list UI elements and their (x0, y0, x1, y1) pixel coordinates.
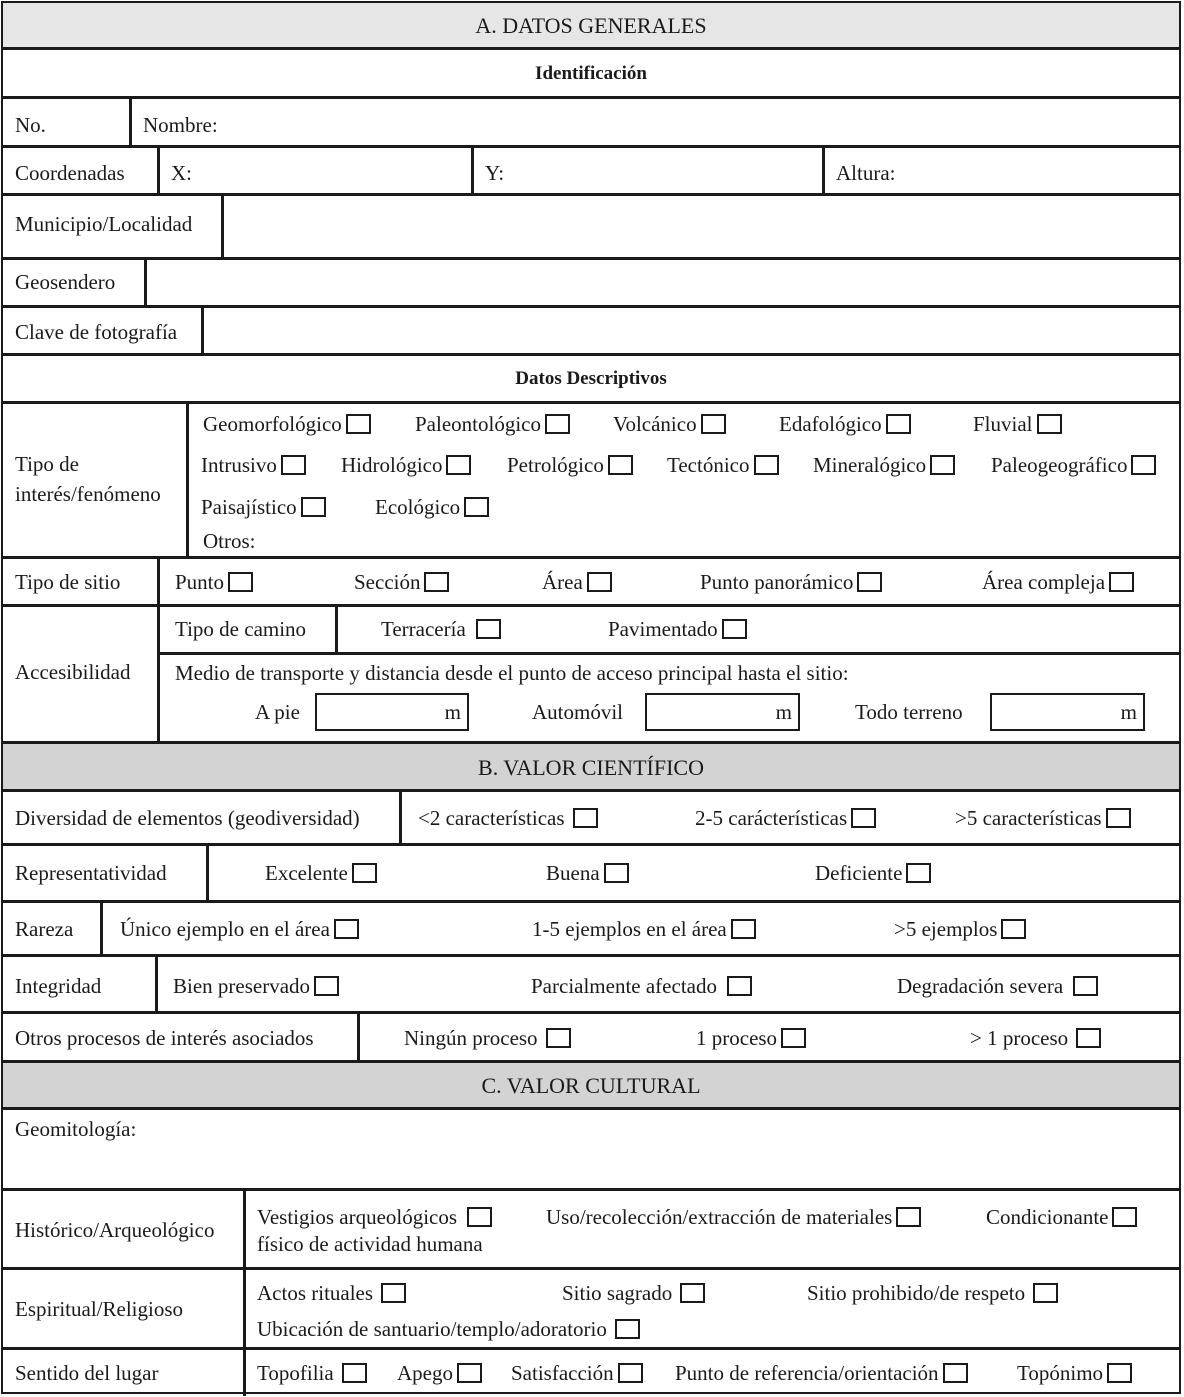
historico-continuation: físico de actividad humana (257, 1232, 483, 1256)
option-label: Condicionante (986, 1205, 1109, 1229)
option-ubicacion-santuario[interactable] (257, 1317, 640, 1341)
option-label: > 1 proceso (970, 1026, 1069, 1050)
checkbox[interactable] (608, 455, 633, 475)
option-2-5[interactable] (695, 806, 876, 830)
option-edafologico[interactable] (779, 412, 911, 436)
todo-terreno-label: Todo terreno (855, 700, 963, 724)
checkbox[interactable] (352, 863, 377, 883)
option-label: Topofilia (257, 1361, 334, 1385)
option-deficiente[interactable] (815, 861, 931, 885)
integridad-label: Integridad (15, 974, 102, 998)
altura-label: Altura: (836, 161, 896, 185)
todo-terreno-distance-input[interactable] (990, 693, 1145, 731)
option-area-compleja[interactable] (982, 570, 1134, 594)
tipo-interes-label-1: Tipo de (15, 452, 79, 476)
option-pavimentado[interactable] (608, 617, 747, 641)
automovil-label: Automóvil (532, 700, 624, 724)
section-b-title: B. VALOR CIENTÍFICO (478, 755, 704, 780)
row-integridad (3, 957, 1179, 1014)
option-label: Paisajístico (201, 495, 297, 519)
option-terraceria[interactable] (381, 617, 501, 641)
checkbox[interactable] (228, 572, 253, 592)
row-municipio (3, 196, 1179, 260)
checkbox[interactable] (680, 1283, 705, 1303)
checkbox[interactable] (1131, 455, 1156, 475)
row-otros-procesos (3, 1014, 1179, 1063)
option-label: Deficiente (815, 861, 903, 885)
option-label: Buena (546, 861, 600, 885)
option-label: Satisfacción (511, 1361, 614, 1385)
option-topofilia[interactable] (257, 1361, 367, 1385)
row-geosendero (3, 260, 1179, 308)
checkbox[interactable] (727, 976, 752, 996)
sentido-lugar-options (243, 1350, 1179, 1396)
clave-fotografia-label: Clave de fotografía (15, 320, 178, 344)
option-ecologico[interactable] (375, 495, 489, 519)
checkbox[interactable] (301, 497, 326, 517)
row-rareza (3, 903, 1179, 957)
section-c-title: C. VALOR CULTURAL (481, 1073, 701, 1098)
identificacion-subheader (3, 50, 1179, 99)
checkbox[interactable] (722, 619, 747, 639)
section-c-header (3, 1063, 1179, 1110)
checkbox[interactable] (1076, 1028, 1101, 1048)
checkbox[interactable] (604, 863, 629, 883)
diversidad-options (399, 792, 1179, 843)
checkbox[interactable] (731, 919, 756, 939)
checkbox[interactable] (573, 808, 598, 828)
option-hidrologico[interactable] (341, 453, 471, 477)
row-coordenadas (3, 148, 1179, 196)
option-label: >5 características (955, 806, 1102, 830)
checkbox[interactable] (1107, 1363, 1132, 1383)
option-punto-referencia[interactable] (675, 1361, 968, 1385)
option-label: <2 características (418, 806, 565, 830)
checkbox[interactable] (906, 863, 931, 883)
historico-label: Histórico/Arqueológico (15, 1218, 215, 1242)
otros-procesos-label: Otros procesos de interés asociados (15, 1026, 314, 1050)
municipio-label: Municipio/Localidad (15, 212, 193, 236)
representatividad-options (206, 846, 1179, 900)
option-label: Mineralógico (813, 453, 927, 477)
tipo-camino-row (160, 607, 1179, 655)
unit-m: m (1120, 700, 1137, 724)
checkbox[interactable] (545, 414, 570, 434)
descriptivos-title: Datos Descriptivos (515, 368, 667, 389)
rareza-label: Rareza (15, 917, 74, 941)
option-label: Parcialmente afectado (531, 974, 717, 998)
y-label: Y: (485, 161, 505, 185)
tipo-interes-options (186, 404, 1179, 556)
option-sitio-sagrado[interactable] (562, 1281, 705, 1305)
option-1-proceso[interactable] (696, 1026, 806, 1050)
option-label: Geomorfológico (203, 412, 342, 436)
option-menos-2[interactable] (418, 806, 598, 830)
option-label: 1 proceso (696, 1026, 778, 1050)
geomitologia-label: Geomitología: (15, 1117, 137, 1141)
otros-procesos-options (357, 1014, 1179, 1060)
option-label: Intrusivo (201, 453, 277, 477)
otros-label: Otros: (203, 529, 256, 553)
tipo-sitio-label: Tipo de sitio (15, 570, 121, 594)
option-label: Ubicación de santuario/templo/adoratorio (257, 1317, 607, 1341)
option-label: Actos rituales (257, 1281, 374, 1305)
option-label: 2-5 carácterísticas (695, 806, 848, 830)
option-label: Ecológico (375, 495, 461, 519)
nombre-label: Nombre: (143, 113, 218, 137)
option-label: Bien preservado (173, 974, 311, 998)
option-label: Sitio prohibido/de respeto (807, 1281, 1026, 1305)
sentido-lugar-label: Sentido del lugar (15, 1361, 159, 1385)
accesibilidad-label: Accesibilidad (15, 660, 131, 684)
option-label: Punto de referencia/orientación (675, 1361, 939, 1385)
option-paleontologico[interactable] (415, 412, 570, 436)
option-1-5-ejemplos[interactable] (532, 917, 756, 941)
checkbox[interactable] (930, 455, 955, 475)
diversidad-label: Diversidad de elementos (geodiversidad) (15, 806, 360, 830)
option-mas-5[interactable] (955, 806, 1131, 830)
rareza-options (100, 903, 1179, 954)
section-a-title: A. DATOS GENERALES (475, 13, 707, 38)
option-mas-1-proceso[interactable] (970, 1026, 1101, 1050)
option-satisfaccion[interactable] (511, 1361, 643, 1385)
option-label: Edafológico (779, 412, 882, 436)
checkbox[interactable] (334, 919, 359, 939)
checkbox[interactable] (1001, 919, 1026, 939)
row-accesibilidad (3, 607, 1179, 744)
checkbox[interactable] (896, 1207, 921, 1227)
representatividad-label: Representatividad (15, 861, 167, 885)
altura-field[interactable] (822, 148, 1179, 193)
option-intrusivo[interactable] (201, 453, 306, 477)
row-espiritual (3, 1270, 1179, 1350)
checkbox[interactable] (467, 1207, 492, 1227)
option-label: Topónimo (1017, 1361, 1104, 1385)
integridad-options (155, 957, 1179, 1011)
checkbox[interactable] (618, 1363, 643, 1383)
option-label: Vestigios arqueológicos (257, 1205, 458, 1229)
checkbox[interactable] (886, 414, 911, 434)
option-toponimo[interactable] (1017, 1361, 1132, 1385)
option-excelente[interactable] (265, 861, 377, 885)
option-label: Punto panorámico (700, 570, 854, 594)
espiritual-label: Espiritual/Religioso (15, 1297, 183, 1321)
row-tipo-sitio (3, 559, 1179, 607)
checkbox[interactable] (457, 1363, 482, 1383)
option-paleogeografico[interactable] (991, 453, 1156, 477)
row-historico (3, 1191, 1179, 1270)
geosite-form (1, 1, 1181, 1394)
option-label: Tectónico (667, 453, 750, 477)
nombre-field[interactable] (129, 99, 1179, 145)
row-representatividad (3, 846, 1179, 903)
camino-options (335, 607, 1179, 652)
option-condicionante[interactable] (986, 1205, 1137, 1229)
option-label: Sección (354, 570, 421, 594)
identificacion-title: Identificación (535, 63, 647, 84)
option-tectonico[interactable] (667, 453, 779, 477)
option-petrologico[interactable] (507, 453, 633, 477)
checkbox[interactable] (587, 572, 612, 592)
tipo-camino-label: Tipo de camino (175, 617, 307, 641)
option-parcialmente-afectado[interactable] (531, 974, 752, 998)
option-unico[interactable] (120, 917, 359, 941)
x-field[interactable] (157, 148, 471, 193)
option-area[interactable] (542, 570, 612, 594)
checkbox[interactable] (424, 572, 449, 592)
checkbox[interactable] (1106, 808, 1131, 828)
option-punto[interactable] (175, 570, 253, 594)
checkbox[interactable] (464, 497, 489, 517)
row-no-nombre (3, 99, 1179, 148)
option-label: Fluvial (973, 412, 1033, 436)
checkbox[interactable] (851, 808, 876, 828)
accesibilidad-content (157, 607, 1179, 741)
row-geomitologia[interactable] (3, 1110, 1179, 1191)
checkbox[interactable] (1033, 1283, 1058, 1303)
tipo-sitio-options (157, 559, 1179, 604)
unit-m: m (444, 700, 461, 724)
no-label: No. (15, 113, 46, 137)
checkbox[interactable] (754, 455, 779, 475)
checkbox[interactable] (781, 1028, 806, 1048)
option-label: Área (542, 570, 583, 594)
y-field[interactable] (471, 148, 822, 193)
checkbox[interactable] (857, 572, 882, 592)
automovil-distance-input[interactable] (645, 693, 800, 731)
option-vestigios[interactable] (257, 1205, 492, 1229)
option-label: Área compleja (982, 570, 1106, 594)
option-bien-preservado[interactable] (173, 974, 339, 998)
tipo-interes-label-2: interés/fenómeno (15, 482, 161, 506)
municipio-field[interactable] (221, 196, 1179, 257)
option-actos-rituales[interactable] (257, 1281, 406, 1305)
option-mineralogico[interactable] (813, 453, 955, 477)
x-label: X: (171, 161, 192, 185)
section-b-header (3, 744, 1179, 792)
option-volcanico[interactable] (613, 412, 726, 436)
option-label: Hidrológico (341, 453, 443, 477)
option-label: Uso/recolección/extracción de materiales (546, 1205, 893, 1229)
option-label: Petrológico (507, 453, 604, 477)
option-label: Punto (175, 570, 225, 594)
checkbox[interactable] (546, 1028, 571, 1048)
option-punto-panoramico[interactable] (700, 570, 882, 594)
option-sitio-prohibido[interactable] (807, 1281, 1058, 1305)
row-sentido-lugar (3, 1350, 1179, 1396)
checkbox[interactable] (314, 976, 339, 996)
option-label: Degradación severa (897, 974, 1064, 998)
option-uso-recoleccion[interactable] (546, 1205, 921, 1229)
checkbox[interactable] (476, 619, 501, 639)
checkbox[interactable] (615, 1319, 640, 1339)
option-degradacion-severa[interactable] (897, 974, 1098, 998)
option-geomorfologico[interactable] (203, 412, 371, 436)
a-pie-label: A pie (255, 700, 300, 724)
row-clave-fotografia (3, 308, 1179, 356)
checkbox[interactable] (346, 414, 371, 434)
checkbox[interactable] (1109, 572, 1134, 592)
option-label: >5 ejemplos (894, 917, 998, 941)
row-diversidad (3, 792, 1179, 846)
medio-transporte-text: Medio de transporte y distancia desde el punto de acceso principal hasta el sitio: (175, 661, 849, 685)
clave-fotografia-field[interactable] (201, 308, 1179, 353)
option-label: Único ejemplo en el área (120, 917, 330, 941)
option-label: Terracería (381, 617, 466, 641)
option-fluvial[interactable] (973, 412, 1062, 436)
option-ningun-proceso[interactable] (404, 1026, 571, 1050)
option-apego[interactable] (397, 1361, 482, 1385)
checkbox[interactable] (381, 1283, 406, 1303)
checkbox[interactable] (1037, 414, 1062, 434)
section-a-header (3, 3, 1179, 50)
row-tipo-interes (3, 404, 1179, 559)
option-label: Pavimentado (608, 617, 718, 641)
option-buena[interactable] (546, 861, 629, 885)
checkbox[interactable] (701, 414, 726, 434)
geosendero-field[interactable] (144, 260, 1179, 305)
option-label: Paleontológico (415, 412, 541, 436)
option-label: Volcánico (613, 412, 697, 436)
checkbox[interactable] (281, 455, 306, 475)
option-label: 1-5 ejemplos en el área (532, 917, 727, 941)
historico-options (243, 1191, 1179, 1267)
option-label: Excelente (265, 861, 348, 885)
option-seccion[interactable] (354, 570, 449, 594)
checkbox[interactable] (1073, 976, 1098, 996)
option-label: Paleogeográfico (991, 453, 1128, 477)
checkbox[interactable] (342, 1363, 367, 1383)
coordenadas-label: Coordenadas (15, 161, 125, 185)
unit-m: m (775, 700, 792, 724)
checkbox[interactable] (943, 1363, 968, 1383)
option-mas-5-ejemplos[interactable] (894, 917, 1026, 941)
option-paisajistico[interactable] (201, 495, 326, 519)
espiritual-options (243, 1270, 1179, 1347)
option-label: Sitio sagrado (562, 1281, 673, 1305)
option-label: Apego (397, 1361, 453, 1385)
checkbox[interactable] (446, 455, 471, 475)
option-label: Ningún proceso (404, 1026, 538, 1050)
descriptivos-subheader (3, 356, 1179, 404)
geosendero-label: Geosendero (15, 270, 116, 294)
checkbox[interactable] (1112, 1207, 1137, 1227)
a-pie-distance-input[interactable] (315, 693, 469, 731)
